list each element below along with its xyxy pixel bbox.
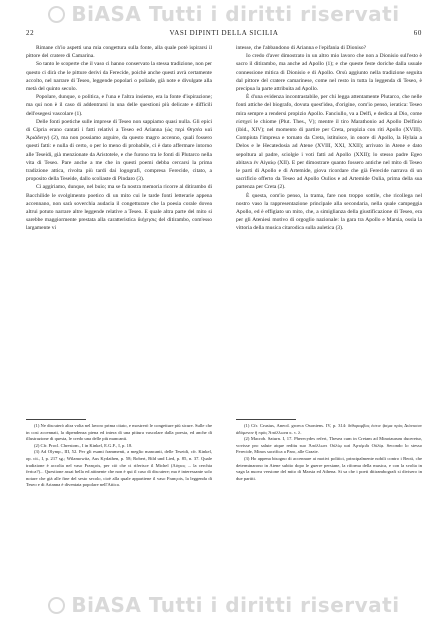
right-column xyxy=(236,44,422,483)
footnote: (3) Ho appena bisogno di accennare ai motivi politici, principalmente nobili contro i Beoti, che determinarono in Atene subito dopo le guerre persiane, la riforma della musica, e con la svolta in vaga la nuova versione del mito di Marsia ed Athena. Si sa che i poeti ditirambografi si divisero in due partiti. xyxy=(236,455,422,481)
running-title: VASI DIPINTI DELLA SICILIA xyxy=(169,29,279,37)
footnote-divider xyxy=(26,419,86,420)
paragraph: intesse, che l'abbandono di Arianna e l'epifania di Dioniso? xyxy=(236,45,367,51)
left-footnotes xyxy=(26,423,212,558)
paragraph: È questa, com'io penso, la trama, fare non troppo sottile, che ricollega nel nostro vaso la rappresentazione principale alla secondaria, nella quale campeggia Apollo, ed è effigiato un mito, che, a simiglianza della giustificazione di Teseo, era per gli Ateniesi motivo di orgoglio nazionale: la gara tra Apollo e Marsia, ossia la vittoria della musica citarodica sulla auletica (3). xyxy=(236,192,422,232)
watermark-text-top: BiASA Tutti i diritti riservati xyxy=(71,2,400,26)
paragraph: È d'una evidenza incontrastabile, per chi legga attentamente Plutarco, che nelle fonti attiche del biografo, dovuta quest'idea, d'origine, com'io penso, ieratica: Teseo mira sempre a rendersi propizio Apollo. Fanciullo, va a Delfi, e dedica al Dio, come είσηγεί le chiome (Plut. Thes., V); mentre il tiro Marathonio ad Apollo Delfinio (ibid., XIV); nel momento di partire per Creta, propizia con riti Apollo (XVIII). Compiuta l'impresa e tornato da Creta, istituisce, in onore di Apollo, la Hylaia a Delos e le Hecatedosia ad Atene (XVIII, XXI, XXII); arrivato in Atene e dato sepoltura al padre, sciolgie i voti fatti ad Apollo (XXII); lo stesso padre Egeo abitava ἐν Αἰγαίῳ (XII). E per dimostrare quanto fossero antiche nel mito di Teseo le parti di Apollo e di Artemide, giova ricordare che già Ferecide narrava di un sacrificio offerto da Teseo ad Apollo Oulios e ad Artemide Oulia, prima della sua partenza per Creta (2). xyxy=(236,94,422,191)
left-body-text xyxy=(26,44,212,416)
seal-icon xyxy=(48,6,65,23)
footnote: (1) Ne discuterò altra volta nel lavoro prima citato, e mostrerò le congetture più sicure. Sulle che in cosi accennati, la dipendenza piena ed intera di una pittura vascolare dalla poesia, ed anche di illustrazione di questa, le credo una delle più mancanti. xyxy=(26,423,212,442)
seal-icon xyxy=(48,597,65,614)
paragraph: Popolare, dunque, o politica, e l'una e l'altra insieme, era la fonte d'ispirazione; ma qui non è il caso di addentrarsi in una delle questioni più delicate e difficili dell'esegesi vascolare (1). xyxy=(26,94,212,117)
page-number-right: 60 xyxy=(413,29,422,37)
page-number-left: 22 xyxy=(26,29,35,37)
right-body-text xyxy=(236,44,422,416)
paragraph: Io credo d'aver dimostrato in un altro mio lavoro che non a Dionisio sull'esto è sacro il ditirambo, ma anche ad Apollo (1); e che queste feste doriche dalla usuale connessione mitica di Dionisio e di Apollo. Orsù aggiunto nella tradizione seguita dal pittore del cratere camarinese, come nel resto in tutta la leggenda di Teseo, è precipua la parte attribuita ad Apollo. xyxy=(236,53,422,93)
footnote: (2) Macrob. Saturn. I, 17. Pherecydes refert, Thesea cum in Cretam ad Minotaurum duceretur, vovisse pro salute atque reditu suo Ἀπόλλωνι Οὐλίῳ καὶ Ἀρτέμιδι Οὐλίᾳ. Secondo lo stesso Ferecide, Minos sacrifica a Paro, alle Grazie. xyxy=(236,436,422,455)
watermark-text-bottom: BiASA Tutti i diritti riservati xyxy=(71,593,400,617)
right-footnotes xyxy=(236,423,422,483)
footnote-divider xyxy=(236,419,296,420)
footnote: (3) Ad Olymp., III, 52. Per gli esami frammenti, a meglio mancanti, delle Teseidi, cfr. Kinkel, op. cit., I, p. 217 sg.; Wilamowitz, Aus Kydathen, p. 58; Robert, Bild und Lied, p. 85, n. 37. Quale tradizione è accolta nel vaso François, per ciò che ci riferisce il Michel (Λόγιος ... la cerchia ferica?)... Questione assai bella ed attinente che non è qui il caso di discutere; ma è interessante solo notare che già alle fine del sesto secolo, cioè alla quale appartiene il vaso François, la leggenda di Teseo e di Arianna è diventata popolare nell'Attica. xyxy=(26,449,212,488)
paragraph: Ci aggiriamo, dunque, nel buio; ma se fa nostra memoria ricorre al ditirambo di Bacchilide le svolgimento poetico di un mito cui le tarde fonti letterarie appena accennano, non sarà soverchia audacia il congetturare che la poesia corale dovea altrui potuto narrare altre leggende relative a Teseo. E quale altra parte del mito si sarebbe maggiormente prestata alla caratteristica διήγησις del ditirambo, com'esso largamente vi xyxy=(26,184,212,232)
paragraph: Rimane ch'io aspetti una mia congettura sulla fonte, alla quale potè ispirarsi il pittore del cratere di Camarina. xyxy=(26,45,212,60)
left-column xyxy=(26,44,212,558)
paragraph: So tanto le scoperte che il vaso ci hanno conservato la stessa tradizione, non per questo ci dirà che le pitture derivi da Ferecide, poichè anche questi avrà certamente accolto, nel narrare di Teseo, leggende popolari o poliade, già note e divulgate alla metà del quinto secolo. xyxy=(26,61,212,93)
footnote: (1) Cfr. Crusius, Anecd. groeca Oxoniens. IV, p. 314: διθυραμβος ἐστιν ᾄσμα πρὸς Διόνυσον ἀδόμενον ἢ πρὸς Ἀπόλλωνα κ. τ. λ. xyxy=(236,423,422,435)
watermark-bottom xyxy=(0,593,448,617)
watermark-top xyxy=(0,2,448,26)
footnote: (2) Cfr. Procl. Chrestom., I in Kinkel, E.G.F., I, p. 18. xyxy=(34,442,133,448)
running-header xyxy=(26,29,422,41)
paragraph: Delle fonti poetiche sulle imprese di Teseo non sappiamo quasi nulla. Gli epici di Cipria erano cantati i fatti relativi a Teseo ed Arianna (ὡς περὶ Θησέα καὶ Ἀριάδνην) (2), ma non possiamo arguire, da questo magro accenno, quali fossero questi fatti: e nulla di certo, o per lo meno di probabile, ci è dato affermare intorno alle Teseidi, già menzionate da Aristotele, e che furono tra le fonti di Plutarco nella vita di Teseo. Pare anche a me che in questi poemi debba cercarsi la prima tradizione attica, rivolta più tardi dai logografi, compresa Ferecide, citato, a proposito della Teseide, dallo scoliaste di Pindaro (3). xyxy=(26,118,212,183)
